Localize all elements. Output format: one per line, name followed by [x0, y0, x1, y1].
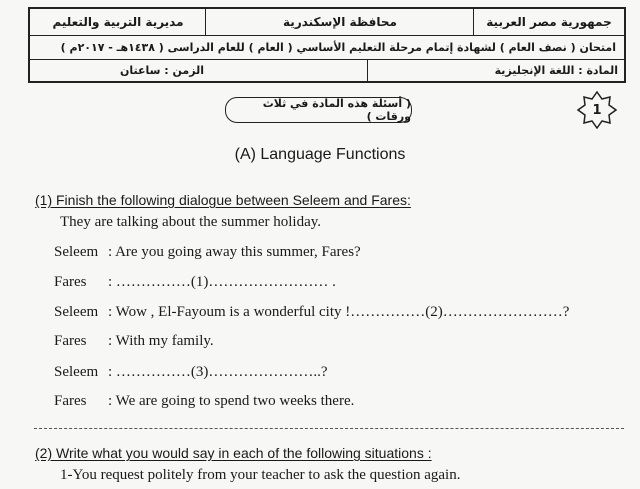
header-row-3 [30, 59, 624, 81]
header-row-1 [30, 9, 624, 36]
governorate-label: محافظة الإسكندرية [205, 9, 474, 35]
speaker: Seleem [54, 244, 99, 260]
page-number: 1 [592, 102, 602, 118]
question-2-prompt: (2) Write what you would say in each of the following situations : [35, 445, 432, 461]
exam-header [28, 7, 626, 83]
speaker: Fares [54, 274, 87, 290]
country-label: جمهورية مصر العربية [473, 9, 624, 35]
pages-note: ( أسئلة هذه المادة في ثلاث ورقات ) [225, 97, 412, 123]
utterance: : ……………(1)…………………… . [108, 274, 336, 290]
situation-item: 1-You request politely from your teacher to ask the question again. [60, 467, 461, 483]
dialogue-context: They are talking about the summer holiday. [60, 214, 322, 230]
header-row-2 [30, 35, 624, 60]
speaker: Seleem [54, 364, 99, 380]
section-title: (A) Language Functions [234, 146, 406, 163]
exam-line: امتحان ( نصف العام ) لشهادة إتمام مرحلة التعليم الأساسي ( العام ) للعام الدراسى ( ١٤٣٨هـ - ٢٠١٧م ) [60, 40, 616, 54]
speaker: Fares [54, 333, 87, 349]
time-label: الزمن : ساعتان [120, 63, 204, 77]
section-divider [34, 428, 624, 429]
utterance: : Are you going away this summer, Fares? [108, 244, 361, 260]
speaker: Seleem [54, 304, 99, 320]
utterance: : With my family. [108, 333, 214, 349]
utterance: : ……………(3)…………………..? [108, 364, 328, 380]
directorate-label: مديرية التربية والتعليم [52, 15, 184, 29]
page-number-badge [577, 91, 617, 129]
question-1-prompt: (1) Finish the following dialogue between Seleem and Fares: [35, 192, 411, 208]
utterance: : Wow , El-Fayoum is a wonderful city !……………(2)……………………? [108, 304, 570, 320]
subject-label: المادة : اللغة الإنجليزية [367, 59, 624, 81]
utterance: : We are going to spend two weeks there. [108, 393, 355, 409]
speaker: Fares [54, 393, 87, 409]
